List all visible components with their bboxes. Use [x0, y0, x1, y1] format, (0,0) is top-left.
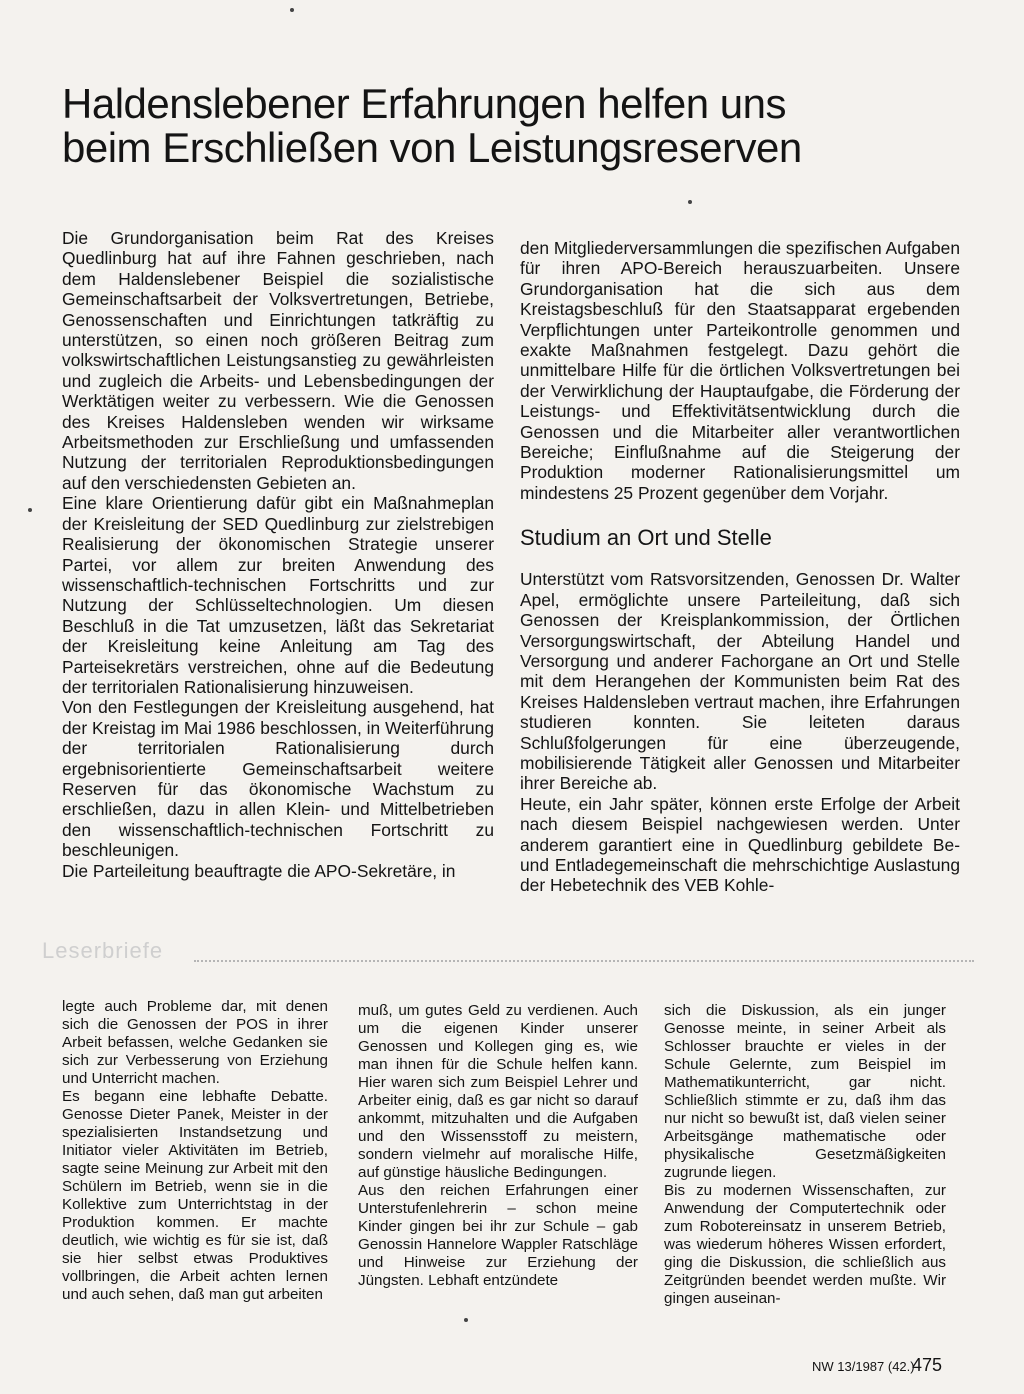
article-column-2: [520, 238, 960, 896]
paragraph: sich die Diskussion, als ein junger Genosse meinte, in seiner Arbeit als Schlosser brauchte er vieles in der Schule Gelernte, zum Beispiel im Mathematikunterricht, gar nicht. Schließlich stimmte er zu, daß ihm das nur nicht so bewußt ist, daß vielen seiner Arbeitsgänge mathematische oder physikalische Gesetzmäßigkeiten zugrunde liegen.: [664, 1002, 946, 1181]
letters-column-2: [358, 1002, 638, 1290]
paragraph: den Mitgliederversammlungen die spezifischen Aufgaben für ihren APO-Bereich herauszuarbeiten. Unsere Grundorganisation hat die sich aus dem Kreistagsbeschluß für den Staatsapparat ergebenden Verpflichtungen unter Parteikontrolle genommen und exakte Maßnahmen festgelegt. Dazu gehört die unmittelbare Hilfe für die örtlichen Volksvertretungen bei der Verwirklichung der Hauptaufgabe, die Förderung der Leistungs- und Effektivitätsentwicklung durch die Genossen und die Mitarbeiter aller verantwortlichen Bereiche; Einflußnahme auf die Steigerung der Produktion moderner Rationalisierungsmittel um mindestens 25 Prozent gegenüber dem Vorjahr.: [520, 238, 960, 503]
section-divider: [194, 960, 974, 962]
section-label: Leserbriefe: [42, 938, 164, 963]
article-column-1: [62, 228, 494, 881]
print-speck: [28, 508, 32, 512]
paragraph: Es begann eine lebhafte Debatte. Genosse Dieter Panek, Meister in der spezialisierten Instandsetzung und Initiator vieler Aktivitäten im Betrieb, sagte seine Meinung zur Arbeit mit den Schülern im Betrieb, wenn sie in die Kollektive zum Unterrichtstag in der Produktion kommen. Er machte deutlich, wie wichtig es für sie ist, daß sie hier selbst etwas Produktives vollbringen, die Arbeit achten lernen und auch sehen, daß man gut arbeiten: [62, 1088, 328, 1303]
issue-number: NW 13/1987 (42.): [812, 1359, 915, 1374]
paragraph: Die Grundorganisation beim Rat des Kreises Quedlinburg hat auf ihre Fahnen geschrieben, nach dem Haldenslebener Beispiel die sozialistische Gemeinschaftsarbeit der Volksvertretungen, Betriebe, Genossenschaften und Einrichtungen tatkräftig zu unterstützen, so einen noch größeren Beitrag zum volkswirtschaftlichen Leistungsanstieg zu gewährleisten und zugleich die Arbeits- und Lebensbedingungen der Werktätigen weiter zu verbessern. Wie die Genossen des Kreises Haldensleben wenden wir wirksame Arbeitsmethoden zur Erschließung und umfassenden Nutzung der territorialen Reproduktionsbedingungen auf den verschiedensten Gebieten an.: [62, 228, 494, 493]
paragraph: Bis zu modernen Wissenschaften, zur Anwendung der Computertechnik oder zum Robotereinsatz in unserem Betrieb, was wiederum höheres Wissen erfordert, ging die Diskussion, die schließlich aus Zeitgründen beendet werden mußte. Wir gingen auseinan-: [664, 1182, 946, 1307]
page-number: 475: [912, 1355, 943, 1375]
subheading: Studium an Ort und Stelle: [520, 525, 772, 551]
headline-line-1: Haldenslebener Erfahrungen helfen uns: [62, 80, 787, 127]
headline: [62, 82, 942, 170]
section-header: [42, 938, 982, 972]
print-speck: [290, 8, 294, 12]
paragraph: Unterstützt vom Ratsvorsitzenden, Genossen Dr. Walter Apel, ermöglichte unsere Parteileitung, daß sich Genossen der Kreisplankommission, der Örtlichen Versorgungswirtschaft, der Abteilung Handel und Versorgung und anderer Fachorgane an Ort und Stelle mit dem Herangehen der Kommunisten beim Rat des Kreises Haldensleben vertraut machen, ihre Erfahrungen studieren konnten. Sie leiteten daraus Schlußfolgerungen für eine überzeugende, mobilisierende Tätigkeit aller Genossen und Mitarbeiter ihrer Bereiche ab.: [520, 569, 960, 794]
paragraph: Von den Festlegungen der Kreisleitung ausgehend, hat der Kreistag im Mai 1986 beschlossen, in Weiterführung der territorialen Rationalisierung durch ergebnisorientierte Gemeinschaftsarbeit weitere Reserven für das ökonomische Wachstum zu erschließen, dazu in allen Klein- und Mittelbetrieben den wissenschaftlich-technischen Fortschritt zu beschleunigen.: [62, 697, 494, 861]
paragraph: Die Parteileitung beauftragte die APO-Sekretäre, in: [62, 860, 456, 881]
paragraph: muß, um gutes Geld zu verdienen. Auch um die eigenen Kinder unserer Genossen und Kollegen ging es, wie man ihnen für die Schule helfen kann. Hier waren sich zum Beispiel Lehrer und Arbeiter einig, daß es gar nicht so darauf ankommt, mitzuhalten und die Aufgaben und den Wissensstoff zu meistern, sondern vielmehr auf moralische Hilfe, auf günstige häusliche Bedingungen.: [358, 1002, 638, 1181]
paragraph: Heute, ein Jahr später, können erste Erfolge der Arbeit nach diesem Beispiel nachgewiesen werden. Unter anderem garantiert eine in Quedlinburg gebildete Be- und Entladegemeinschaft die mehrschichtige Auslastung der Hebetechnik des VEB Kohle-: [520, 793, 960, 896]
paragraph: Eine klare Orientierung dafür gibt ein Maßnahmeplan der Kreisleitung der SED Quedlinburg zur zielstrebigen Realisierung der ökonomischen Strategie unserer Partei, vor allem zur breiten Anwendung des wissenschaftlich-technischen Fortschritts und zur Nutzung der Schlüsseltechnologien. Um diesen Beschluß in die Tat umzusetzen, läßt das Sekretariat der Kreisleitung keine Anleitung am Tag des Parteisekretärs verstreichen, ohne auf die Bedeutung der territorialen Rationalisierung hinzuweisen.: [62, 493, 494, 697]
paragraph: Aus den reichen Erfahrungen einer Unterstufenlehrerin – schon meine Kinder gingen bei ihr zur Schule – gab Genossin Hannelore Wappler Ratschläge und Hinweise zur Erziehung der Jüngsten. Lebhaft entzündete: [358, 1182, 638, 1289]
print-speck: [464, 1318, 468, 1322]
print-speck: [688, 200, 692, 204]
paragraph: legte auch Probleme dar, mit denen sich die Genossen der POS in ihrer Arbeit befassen, welche Gedanken sie sich zur Verbesserung von Erziehung und Unterricht machen.: [62, 998, 328, 1087]
letters-column-1: [62, 998, 328, 1304]
page-footer: [812, 1355, 972, 1379]
headline-line-2: beim Erschließen von Leistungsreserven: [62, 124, 802, 171]
letters-column-3: [664, 1002, 946, 1308]
